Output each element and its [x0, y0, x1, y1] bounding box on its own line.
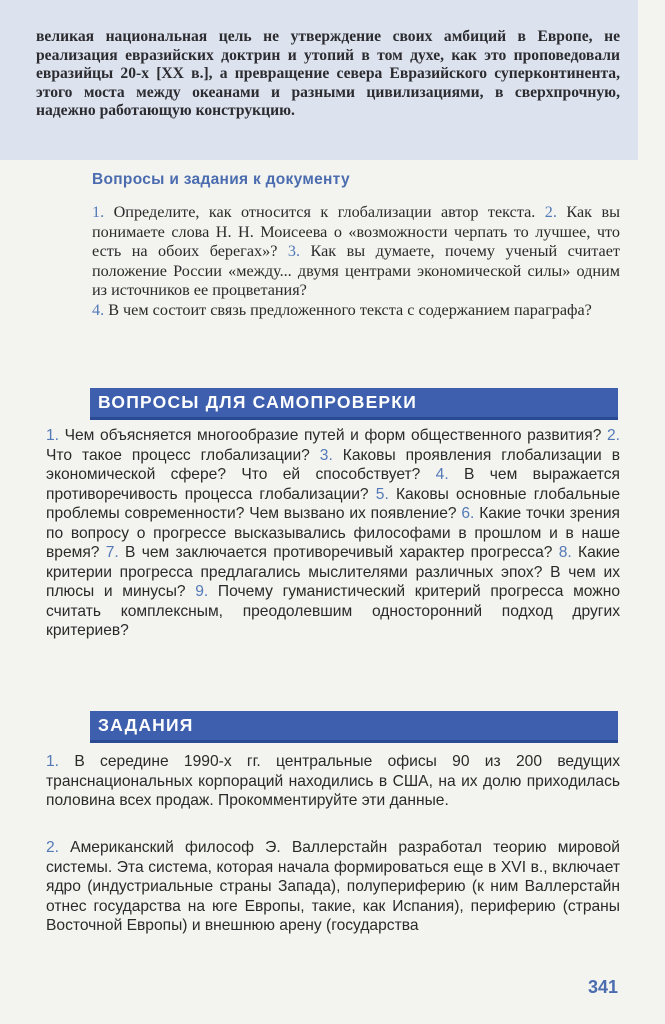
page-number: 341	[588, 977, 619, 997]
question-text: Как вы понимаете слова Н. Н. Моисеева о «возможности черпать то лучшее, что есть на обоих берегах»?	[92, 203, 620, 261]
question-text: В чем заключается противоречивый характер прогресса?	[118, 544, 559, 561]
question-number: 3.	[287, 242, 301, 261]
tasks-heading: ЗАДАНИЯ	[98, 715, 194, 735]
task-number: 2.	[46, 839, 60, 856]
question-number: 5.	[375, 485, 389, 503]
question-number: 7.	[105, 544, 119, 561]
question-number: 8.	[558, 544, 572, 561]
question-text: В чем выражается противоречивость процесса глобализации?	[46, 466, 620, 503]
self-check-heading: ВОПРОСЫ ДЛЯ САМОПРОВЕРКИ	[98, 392, 417, 412]
doc-questions-text	[92, 203, 620, 321]
question-text: Что такое процесс глобализации?	[46, 446, 320, 464]
question-number: 9.	[195, 583, 209, 600]
question-text: Как вы думаете, почему ученый считает положение России «между... двумя центрами экономической силы» одним из источников ее процветания?	[92, 242, 620, 300]
question-number: 2.	[544, 203, 557, 221]
question-text: Каковы основные глобальные проблемы современности? Чем вызвано их появление?	[46, 485, 621, 522]
question-text: Почему гуманистический критерий прогресса можно считать комплексным, преодолевшим односторонний подход других критериев?	[46, 583, 620, 639]
task-2	[46, 838, 620, 936]
question-text: В чем состоит связь предложенного текста с содержанием параграфа?	[104, 300, 592, 319]
self-check-questions	[46, 426, 620, 641]
doc-questions-heading: Вопросы и задания к документу	[92, 171, 350, 188]
question-text: Чем объясняется многообразие путей и форм общественного развития?	[59, 427, 607, 444]
task-text: В середине 1990-х гг. центральные офисы 90 из 200 ведущих транснациональных корпораций находились в США, на их долю приходилась половина всех продаж. Прокомментируйте эти данные.	[46, 753, 620, 809]
question-number: 1.	[92, 203, 105, 221]
question-number: 4.	[435, 466, 449, 483]
tasks-banner	[90, 711, 618, 743]
question-number: 3.	[319, 446, 333, 464]
question-number: 4.	[92, 300, 105, 319]
question-text: Определите, как относится к глобализации автор текста.	[104, 203, 545, 221]
task-text: Американский философ Э. Валлерстайн разработал теорию мировой системы. Эта система, которая начала формироваться еще в XVI в., включает ядро (индустриальные страны Запада), полупериферию (к ним Валлерстайн отнес государства на юге Европы, такие, как Испания), периферию (страны Восточной Европы) и внешнюю арену (государства	[46, 839, 620, 934]
self-check-banner	[90, 388, 618, 420]
quote-text: великая национальная цель не утверждение своих амбиций в Европе, не реализация евразийских доктрин и утопий в том духе, как это проповедовали евразийцы 20-х [XX в.], а превращение севера Евразийского суперконтинента, этого моста между океанами и разными цивилизациями, в сверхпрочную, надежно работающую конструкцию.	[36, 28, 620, 120]
question-text: Какие точки зрения по вопросу о прогрессе высказывались философами в прошлом и в наше время?	[46, 505, 620, 561]
question-text: Каковы проявления глобализации в экономической сфере? Что ей способствует?	[46, 446, 620, 483]
question-number: 1.	[46, 427, 60, 444]
task-1	[46, 752, 620, 811]
question-number: 2.	[606, 427, 620, 444]
question-text: Какие критерии прогресса предлагались мыслителями различных эпох? В чем их плюсы и минусы?	[46, 544, 620, 600]
task-number: 1.	[46, 753, 60, 770]
quote-box	[0, 0, 638, 160]
question-number: 6.	[461, 505, 475, 522]
